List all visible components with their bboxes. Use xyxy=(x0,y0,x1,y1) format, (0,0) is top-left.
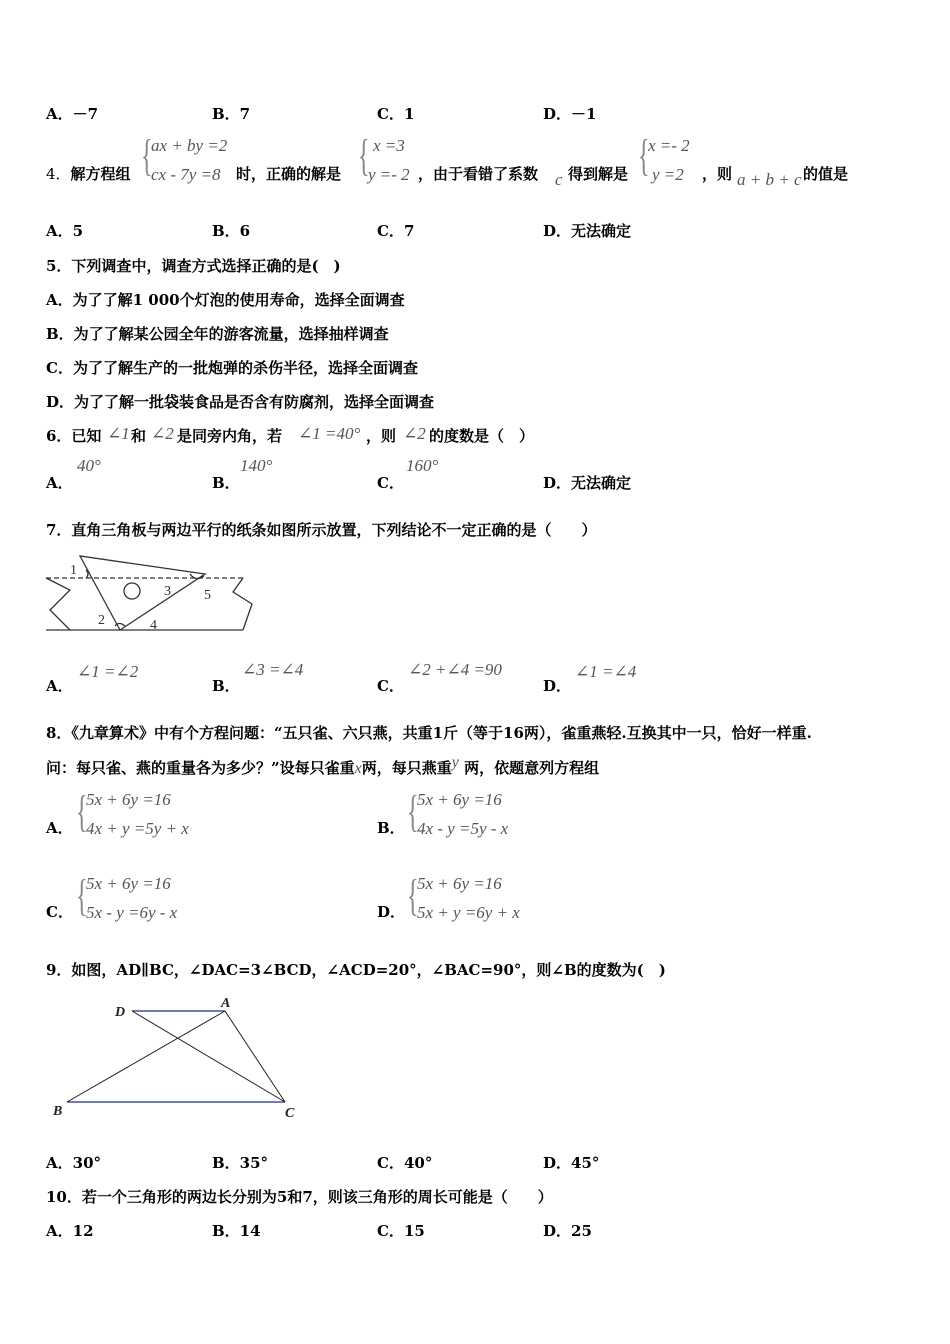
math-variable: x xyxy=(354,760,362,777)
option-c-value: ∠2 +∠4 =90 xyxy=(408,660,502,679)
stem-text: ，则 xyxy=(366,427,397,445)
option-a: A．为了了解1 000个灯泡的使用寿命，选择全面调查 xyxy=(46,291,405,309)
equation: 5x + 6y =16 xyxy=(417,790,502,809)
brace-icon: { xyxy=(76,871,88,920)
equation: 5x - y =6y - x xyxy=(86,903,178,922)
stem-text: 解方程组 xyxy=(70,165,131,183)
math-variable: y xyxy=(451,754,459,771)
math-expression: a + b + c xyxy=(737,170,802,189)
math-variable: c xyxy=(555,170,563,189)
equation: cx - 7y =8 xyxy=(151,165,221,184)
stem-text: 6．已知 xyxy=(46,427,102,445)
stem-text: 时，正确的解是 xyxy=(236,165,342,183)
brace-icon: { xyxy=(141,131,153,180)
option-d: D．为了了解一批袋装食品是否含有防腐剂，选择全面调查 xyxy=(46,393,435,411)
option-c: C．1 xyxy=(377,105,415,123)
angle-condition: ∠1 =40° xyxy=(298,424,361,443)
point-label-b: B xyxy=(53,1104,63,1119)
brace-icon: { xyxy=(76,787,88,836)
stem-text: 和 xyxy=(131,427,147,445)
stem-text: 的度数是（ ） xyxy=(429,427,535,445)
brace-icon: { xyxy=(638,131,650,180)
option-b: B．为了了解某公园全年的游客流量，选择抽样调查 xyxy=(46,325,389,343)
question-8-line1: 8．《九章算术》中有个方程问题：“五只雀、六只燕，共重1斤（等于16两），雀重燕轻.互换其中一只，恰好一样重. xyxy=(46,724,812,742)
question-7-stem: 7．直角三角板与两边平行的纸条如图所示放置，下列结论不一定正确的是（ ） xyxy=(46,521,597,539)
equation: x =3 xyxy=(373,136,405,155)
equation: 4x + y =5y + x xyxy=(86,819,189,838)
brace-icon: { xyxy=(407,871,419,920)
figure-label-2: 2 xyxy=(98,613,105,628)
option-b: B． xyxy=(377,819,405,837)
option-d: D．45° xyxy=(543,1154,600,1172)
option-c-value: 160° xyxy=(406,456,439,475)
stem-text: 是同旁内角，若 xyxy=(177,427,283,445)
angle-2: ∠2 xyxy=(403,424,426,443)
option-a: A．12 xyxy=(46,1222,94,1240)
option-a: A． xyxy=(46,474,73,492)
option-b: B．6 xyxy=(212,222,251,240)
option-a: A． xyxy=(46,677,73,695)
option-b: B． xyxy=(212,474,240,492)
option-c: C．7 xyxy=(377,222,415,240)
equation: ax + by =2 xyxy=(151,136,228,155)
option-a: A．5 xyxy=(46,222,84,240)
figure-label-4: 4 xyxy=(150,618,157,633)
option-d: D．－1 xyxy=(543,105,597,123)
equation: y =- 2 xyxy=(368,165,410,184)
angle-1: ∠1 xyxy=(107,424,130,443)
figure-label-3: 3 xyxy=(164,584,171,599)
option-b: B．7 xyxy=(212,105,251,123)
question-number: 4． xyxy=(46,165,71,183)
point-label-c: C xyxy=(285,1106,295,1121)
option-a-value: 40° xyxy=(77,456,101,475)
option-b-value: 140° xyxy=(240,456,273,475)
option-a: A． xyxy=(46,819,73,837)
option-a-value: ∠1 =∠2 xyxy=(77,662,139,681)
question-10-stem: 10．若一个三角形的两边长分别为5和7，则该三角形的周长可能是（ ） xyxy=(46,1188,553,1206)
stem-text: 两，每只燕重 xyxy=(361,759,452,777)
option-c: C．40° xyxy=(377,1154,433,1172)
option-c: C． xyxy=(377,474,404,492)
option-c: C．为了了解生产的一批炮弹的杀伤半径，选择全面调查 xyxy=(46,359,418,377)
stem-text: 得到解是 xyxy=(568,165,629,183)
equation: x =- 2 xyxy=(648,136,690,155)
option-d: D． xyxy=(377,903,406,921)
equation: y =2 xyxy=(652,165,684,184)
brace-icon: { xyxy=(407,787,419,836)
option-d: D．25 xyxy=(543,1222,592,1240)
equation: 5x + 6y =16 xyxy=(417,874,502,893)
equation: 5x + 6y =16 xyxy=(86,874,171,893)
question-8-line2 xyxy=(46,754,600,778)
stem-text: 的值是 xyxy=(803,165,849,183)
figure-label-1: 1 xyxy=(70,563,77,578)
parallel-lines-figure xyxy=(45,990,305,1125)
brace-icon: { xyxy=(358,131,370,180)
point-label-d: D xyxy=(115,1005,126,1020)
stem-text: 两，依题意列方程组 xyxy=(458,759,600,777)
equation: 5x + 6y =16 xyxy=(86,790,171,809)
option-c: C． xyxy=(377,677,404,695)
point-label-a: A xyxy=(221,996,231,1011)
option-b: B．35° xyxy=(212,1154,269,1172)
option-d: D． xyxy=(543,677,572,695)
option-c: C． xyxy=(46,903,73,921)
equation: 4x - y =5y - x xyxy=(417,819,509,838)
stem-text: ，由于看错了系数 xyxy=(418,165,539,183)
option-d: D．无法确定 xyxy=(543,474,632,492)
stem-text: 问：每只雀、燕的重量各为多少？”设每只雀重 xyxy=(46,759,355,777)
option-d-value: ∠1 =∠4 xyxy=(575,662,637,681)
question-5-stem: 5．下列调查中，调查方式选择正确的是( ) xyxy=(46,257,341,275)
angle-2: ∠2 xyxy=(151,424,174,443)
option-b-value: ∠3 =∠4 xyxy=(242,660,304,679)
equation: 5x + y =6y + x xyxy=(417,903,520,922)
figure-label-5: 5 xyxy=(204,588,211,603)
option-b: B． xyxy=(212,677,240,695)
option-a: A．30° xyxy=(46,1154,102,1172)
option-c: C．15 xyxy=(377,1222,425,1240)
question-9-stem: 9．如图，AD∥BC，∠DAC=3∠BCD，∠ACD=20°，∠BAC=90°，则∠B的度数为( ) xyxy=(46,961,666,979)
stem-text: ，则 xyxy=(702,165,733,183)
ruler-triangle-figure xyxy=(40,550,255,640)
option-d: D．无法确定 xyxy=(543,222,632,240)
option-a: A．－7 xyxy=(46,105,99,123)
option-b: B．14 xyxy=(212,1222,261,1240)
